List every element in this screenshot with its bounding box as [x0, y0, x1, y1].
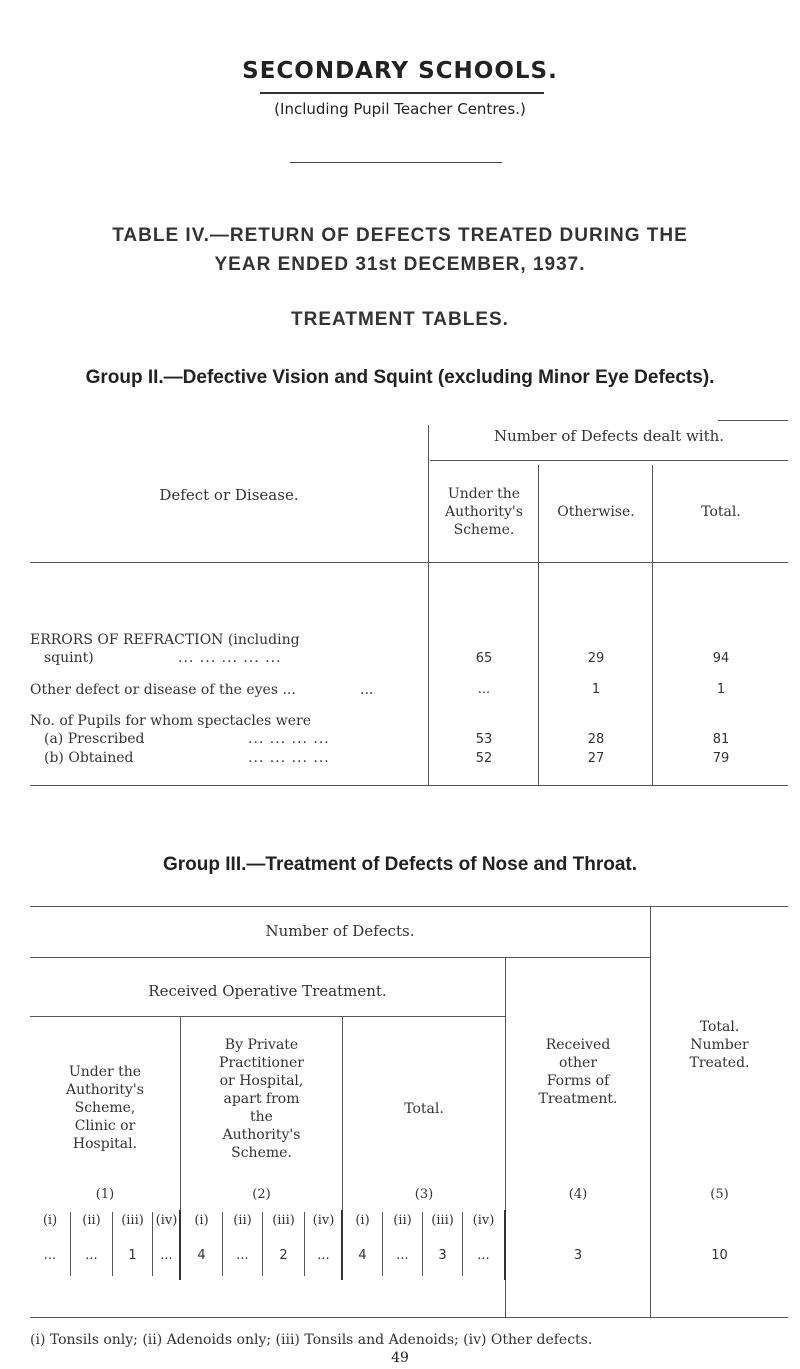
- table-rule: [30, 1016, 505, 1017]
- footnote: (i) Tonsils only; (ii) Adenoids only; (iii) Tonsils and Adenoids; (iv) Other defects.: [30, 1332, 593, 1348]
- value-total: 94: [712, 651, 730, 666]
- table-rule: [718, 420, 788, 421]
- value-cell: 4: [197, 1248, 206, 1263]
- subhead: (iv): [155, 1213, 178, 1228]
- subhead: (i): [194, 1213, 209, 1228]
- header-col5: Total. Number Treated.: [689, 1019, 750, 1071]
- column-number: (5): [710, 1187, 729, 1202]
- group2-title: Group II.—Defective Vision and Squint (excluding Minor Eye Defects).: [85, 367, 715, 388]
- value-cell: ...: [43, 1248, 57, 1263]
- row-label: No. of Pupils for whom spectacles were: [30, 713, 312, 729]
- table-rule: [30, 785, 788, 786]
- leader-dots: ... ... ... ... ...: [178, 650, 282, 666]
- subhead: (iv): [472, 1213, 495, 1228]
- column-number: (2): [252, 1187, 271, 1202]
- table-rule: [30, 562, 788, 563]
- column-number: (4): [568, 1187, 588, 1202]
- value-cell: ...: [317, 1248, 330, 1263]
- subhead: (i): [42, 1213, 58, 1228]
- subhead: (iii): [431, 1213, 454, 1228]
- row-label: squint): [44, 650, 94, 666]
- value-cell: ...: [477, 1248, 490, 1263]
- subhead: (iv): [312, 1213, 335, 1228]
- row-label: ERRORS OF REFRACTION (including: [30, 632, 300, 648]
- value-cell: ...: [85, 1248, 98, 1263]
- page-subtitle: (Including Pupil Teacher Centres.): [274, 100, 526, 118]
- title-underline: [260, 92, 544, 94]
- value-total: 1: [716, 682, 726, 697]
- page-title: SECONDARY SCHOOLS.: [242, 58, 558, 84]
- value-otherwise: 27: [587, 751, 605, 766]
- value-cell: 2: [279, 1248, 288, 1263]
- row-label: Other defect or disease of the eyes ...: [30, 682, 296, 698]
- column-number: (1): [95, 1187, 115, 1202]
- header-under-scheme: Under the Authority's Scheme.: [445, 486, 523, 538]
- header-defect-or-disease: Defect or Disease.: [159, 486, 299, 504]
- value-total: 81: [712, 732, 730, 747]
- table-rule: [538, 465, 539, 785]
- header-otherwise: Otherwise.: [557, 504, 635, 520]
- header-received-operative: Received Operative Treatment.: [148, 982, 387, 1000]
- group3-title: Group III.—Treatment of Defects of Nose and Throat.: [163, 854, 637, 875]
- value-total: 79: [712, 751, 730, 766]
- header-col3: Total.: [404, 1101, 444, 1117]
- value-otherwise: 28: [587, 732, 605, 747]
- header-col1: Under the Authority's Scheme, Clinic or Hospital.: [66, 1064, 144, 1152]
- table-rule: [30, 906, 788, 907]
- table-title-line1: TABLE IV.—RETURN OF DEFECTS TREATED DURING THE: [112, 225, 688, 246]
- leader-dots: ... ... ... ...: [248, 731, 330, 747]
- table-rule: [30, 957, 650, 958]
- header-total: Total.: [701, 504, 741, 520]
- subhead: (ii): [393, 1213, 412, 1228]
- subhead: (i): [355, 1213, 370, 1228]
- value-under-scheme: 65: [475, 651, 493, 666]
- table-rule: [430, 460, 788, 461]
- header-col4: Received other Forms of Treatment.: [538, 1037, 618, 1107]
- value-otherwise: 1: [591, 682, 601, 697]
- value-under-scheme: 52: [475, 751, 493, 766]
- value-cell: ...: [236, 1248, 249, 1263]
- table-rule: [504, 1210, 506, 1280]
- value-cell: ...: [396, 1248, 409, 1263]
- subhead: (ii): [233, 1213, 252, 1228]
- value-cell: 4: [358, 1248, 367, 1263]
- table-rule: [428, 425, 429, 785]
- header-number-of-defects: Number of Defects dealt with.: [493, 427, 725, 445]
- table-title-line2: YEAR ENDED 31st DECEMBER, 1937.: [214, 254, 586, 275]
- header-number-of-defects: Number of Defects.: [265, 922, 415, 940]
- value-cell: 10: [711, 1248, 728, 1263]
- subhead: (ii): [82, 1213, 101, 1228]
- subhead: (iii): [121, 1213, 144, 1228]
- value-under-scheme: 53: [475, 732, 493, 747]
- value-cell: ...: [160, 1248, 173, 1263]
- leader-dots: ...: [360, 682, 374, 698]
- treatment-tables-heading: TREATMENT TABLES.: [291, 309, 509, 330]
- page-number: 49: [391, 1350, 409, 1366]
- value-otherwise: 29: [587, 651, 605, 666]
- value-cell: 3: [573, 1248, 583, 1263]
- header-col2: By Private Practitioner or Hospital, apart from the Authority's Scheme.: [219, 1037, 304, 1161]
- table-rule: [652, 465, 653, 785]
- column-number: (3): [414, 1187, 434, 1202]
- subhead: (iii): [272, 1213, 295, 1228]
- divider: [290, 162, 502, 163]
- table-rule: [30, 1317, 788, 1318]
- value-under-scheme: ...: [477, 682, 491, 697]
- leader-dots: ... ... ... ...: [248, 750, 330, 766]
- value-cell: 3: [438, 1248, 447, 1263]
- value-cell: 1: [128, 1248, 137, 1263]
- row-label: (a) Prescribed: [44, 731, 145, 747]
- row-label: (b) Obtained: [44, 750, 134, 766]
